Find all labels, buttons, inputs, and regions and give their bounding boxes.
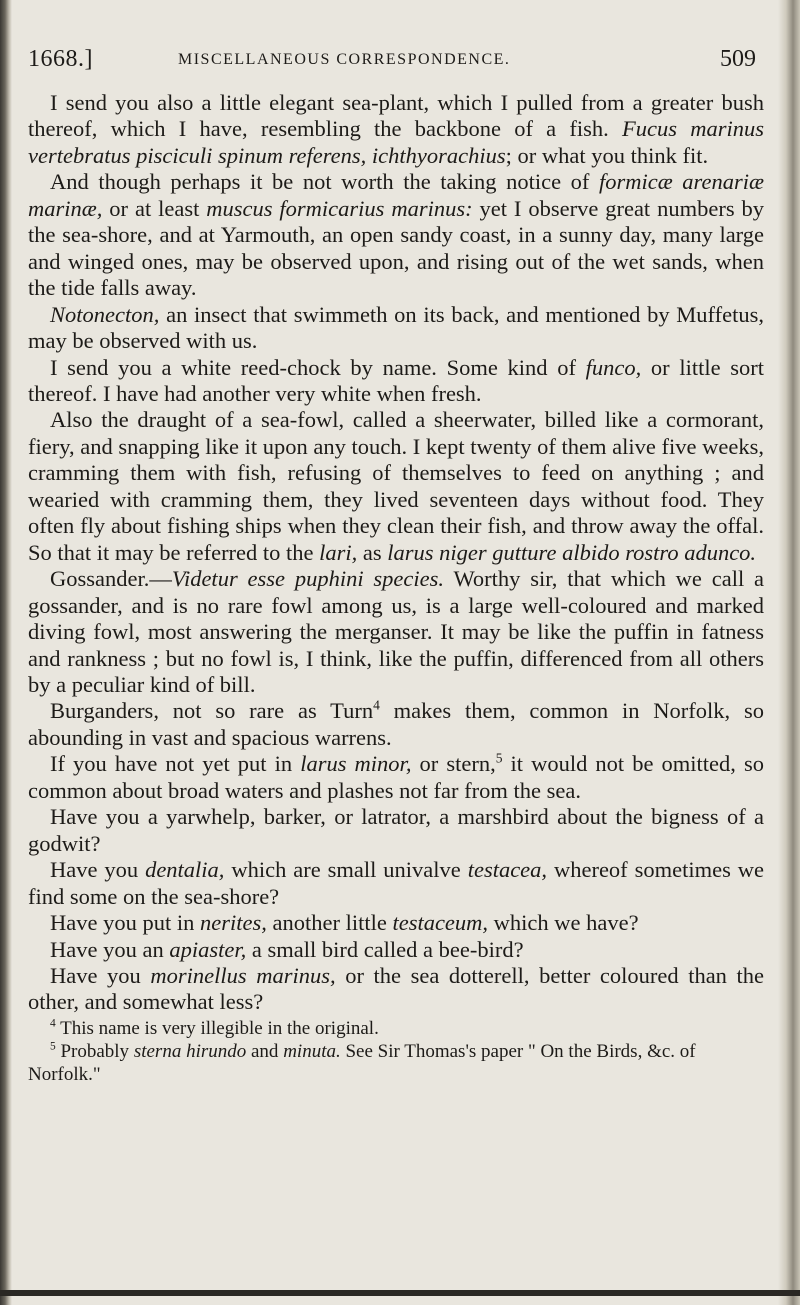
text-run: Worthy sir, that which we call a gossander, and is no rare fowl among us, is a large well-coloured and marked diving fowl, most answering the merganser. It may be like the puffin in fatness and rankness ; but no fowl is, I think, like the puffin, differenced from all others by a peculiar kind of bill. — [28, 566, 765, 697]
book-page — [28, 42, 764, 1086]
paragraph — [28, 937, 764, 963]
text-run: or at least — [102, 195, 207, 221]
text-run: Burganders, not so rare as Turn — [50, 698, 374, 724]
italic-text: Notonecton, — [50, 301, 160, 327]
paragraph — [28, 566, 764, 698]
text-run: which we have? — [488, 910, 639, 936]
italic-text: minuta. — [283, 1040, 341, 1062]
text-run: Have you a yarwhelp, barker, or latrator, a marshbird about the bigness of a godwit? — [28, 804, 764, 856]
scan-binding-edge — [0, 0, 12, 1305]
text-run: If you have not yet put in — [50, 751, 301, 777]
text-run: whereof sometimes we find some on the sea-shore? — [28, 857, 764, 909]
text-run: as — [357, 539, 388, 565]
italic-text: testaceum, — [392, 910, 489, 936]
running-head-year: 1668.] — [28, 46, 93, 72]
text-run: ; or what you think fit. — [505, 142, 709, 168]
running-head — [28, 42, 764, 78]
scan-page-edge — [778, 0, 800, 1305]
paragraph — [28, 407, 764, 566]
paragraph — [28, 698, 764, 751]
text-run: Also the draught of a sea-fowl, called a sheerwater, billed like a cormorant, fiery, and snapping like it upon any touch. I kept twenty of them alive five weeks, cramming them with fish, refusing of themselves to feed on anything ; and wearied with cramming them, they lived seventeen days without food. They often fly about fishing ships when they clean their fish, and throw away the offal. So that it may be referred to the — [28, 407, 764, 565]
footnote-marker: 4 — [373, 697, 380, 713]
italic-text: apiaster, — [169, 936, 247, 962]
text-run: it would not be omitted, so common about broad waters and plashes not far from the sea. — [28, 751, 764, 803]
text-run: which are small univalve — [224, 857, 468, 883]
page-number: 509 — [720, 46, 756, 72]
footnotes — [28, 1017, 764, 1086]
italic-text: larus niger gutture albido rostro adunco. — [387, 539, 757, 565]
text-run: or stern, — [411, 751, 496, 777]
scan-bottom-edge — [0, 1290, 800, 1296]
text-run: a small bird called a bee-bird? — [246, 936, 524, 962]
paragraph — [28, 804, 764, 857]
italic-text: Fucus marinus vertebratus pisciculi spinum referens, ichthyorachius — [28, 116, 764, 168]
text-run: This name is very illegible in the original. — [55, 1017, 379, 1039]
text-run: Probably — [55, 1040, 134, 1062]
text-run: I send you a white reed-chock by name. Some kind of — [50, 354, 586, 380]
running-head-title: MISCELLANEOUS CORRESPONDENCE. — [178, 51, 511, 68]
text-run: and — [246, 1040, 284, 1062]
italic-text: lari, — [319, 539, 358, 565]
italic-text: testacea, — [467, 857, 548, 883]
paragraph — [28, 857, 764, 910]
italic-text: funco, — [585, 354, 642, 380]
text-run: another little — [266, 910, 393, 936]
letter-body — [28, 90, 764, 1016]
text-run: Have you put in — [50, 910, 200, 936]
paragraph — [28, 910, 764, 936]
text-run: See Sir Thomas's paper " On the Birds, &c. of Norfolk." — [28, 1040, 696, 1085]
text-run: yet I observe great numbers by the sea-shore, and at Yarmouth, an open sandy coast, in a sunny day, many large and winged ones, may be observed upon, and rising out of the wet sands, when the tide falls away. — [28, 195, 764, 301]
italic-text: larus minor, — [300, 751, 412, 777]
italic-text: sterna hirundo — [133, 1040, 247, 1062]
text-run: or the sea dotterell, better coloured than the other, and somewhat less? — [28, 962, 765, 1015]
footnote-marker: 5 — [495, 750, 503, 766]
footnote — [28, 1017, 764, 1040]
text-run: or little sort thereof. I have had another very white when fresh. — [28, 354, 764, 406]
footnote-marker: 5 — [50, 1040, 56, 1053]
italic-text: muscus formicarius marinus: — [206, 195, 473, 221]
paragraph — [28, 963, 764, 1016]
text-run: Have you an — [50, 936, 170, 962]
text-run: Gossander.— — [50, 566, 172, 592]
paragraph — [28, 169, 764, 301]
text-run: I send you also a little elegant sea-plant, which I pulled from a greater bush thereof, which I have, resembling the backbone of a fish. — [28, 90, 764, 142]
text-run: an insect that swimmeth on its back, and mentioned by Muffetus, may be observed with us. — [28, 301, 764, 354]
paragraph — [28, 751, 764, 804]
footnote — [28, 1040, 764, 1086]
italic-text: morinellus marinus, — [150, 962, 336, 988]
paragraph — [28, 302, 764, 355]
italic-text: dentalia, — [145, 857, 225, 883]
footnote-marker: 4 — [50, 1017, 56, 1030]
paragraph — [28, 355, 764, 408]
italic-text: Videtur esse puphini species. — [171, 566, 445, 592]
text-run: Have you — [50, 962, 151, 988]
text-run: Have you — [50, 857, 146, 883]
italic-text: formicæ arenariæ marinæ, — [28, 169, 764, 221]
text-run: makes them, common in Norfolk, so abounding in vast and spacious warrens. — [28, 698, 764, 750]
text-run: And though perhaps it be not worth the taking notice of — [50, 169, 599, 195]
italic-text: nerites, — [199, 910, 267, 936]
paragraph — [28, 90, 764, 169]
